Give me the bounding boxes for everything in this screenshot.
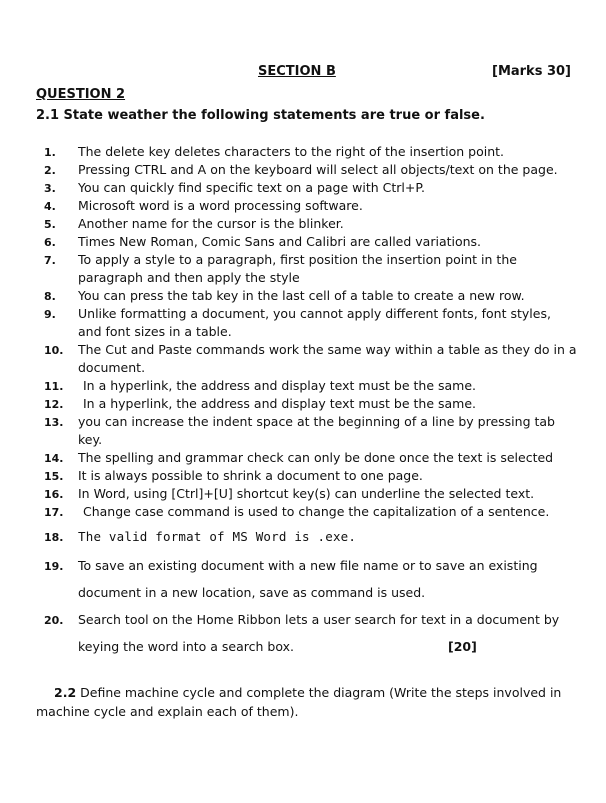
item-text: It is always possible to shrink a document to one page.: [78, 468, 423, 483]
item-number: 15.: [44, 470, 64, 483]
item-number: 7.: [44, 254, 56, 267]
item-number: 3.: [44, 182, 56, 195]
item-text: Search tool on the Home Ribbon lets a user search for text in a document by keying the word into a search box.: [78, 612, 560, 654]
question-2-2: [36, 683, 576, 721]
item-number: 2.: [44, 164, 56, 177]
item-number: 8.: [44, 290, 56, 303]
section-title: SECTION B: [258, 64, 336, 79]
item-number: 6.: [44, 236, 56, 249]
item-number: 1.: [44, 146, 56, 159]
item-text: You can press the tab key in the last cell of a table to create a new row.: [78, 288, 525, 303]
item-text: The Cut and Paste commands work the same way within a table as they do in a document.: [78, 342, 577, 375]
item-text: Times New Roman, Comic Sans and Calibri are called variations.: [78, 234, 482, 249]
item-text: Another name for the cursor is the blinker.: [78, 216, 344, 231]
item-text: you can increase the indent space at the beginning of a line by pressing tab key.: [78, 414, 555, 447]
section-marks: [Marks 30]: [492, 64, 572, 79]
item-number: 19.: [44, 560, 64, 573]
item-text: Change case command is used to change the capitalization of a sentence.: [83, 504, 550, 519]
item-text: Microsoft word is a word processing software.: [78, 198, 363, 213]
item-number: 9.: [44, 308, 56, 321]
item-number: 11.: [44, 380, 64, 393]
question-2-2-label: 2.2: [54, 685, 77, 700]
question-title: QUESTION 2: [36, 87, 126, 102]
item-number: 10.: [44, 344, 64, 357]
item-text: You can quickly find specific text on a page with Ctrl+P.: [78, 180, 425, 195]
item-text: The delete key deletes characters to the right of the insertion point.: [78, 144, 505, 159]
item-number: 12.: [44, 398, 64, 411]
item-number: 4.: [44, 200, 56, 213]
item-number: 17.: [44, 506, 64, 519]
item-number: 13.: [44, 416, 64, 429]
item-text: To save an existing document with a new file name or to save an existing document in a new location, save as command is used.: [78, 558, 538, 600]
item-text: In a hyperlink, the address and display text must be the same.: [83, 378, 476, 393]
item-number: 18.: [44, 531, 64, 544]
item-number: 14.: [44, 452, 64, 465]
item-text: In a hyperlink, the address and display text must be the same.: [83, 396, 476, 411]
item-text: To apply a style to a paragraph, first position the insertion point in the paragraph and then apply the style: [78, 252, 517, 285]
item-number: 16.: [44, 488, 64, 501]
item-text: Unlike formatting a document, you cannot apply different fonts, font styles, and font sizes in a table.: [78, 306, 551, 339]
item-text: Pressing CTRL and A on the keyboard will select all objects/text on the page.: [78, 162, 558, 177]
question-2-2-text: Define machine cycle and complete the diagram (Write the steps involved in machine cycle and explain each of them).: [36, 685, 562, 719]
question-instruction: 2.1 State weather the following statements are true or false.: [36, 108, 485, 123]
item-marks: [20]: [448, 639, 477, 654]
item-number: 20.: [44, 614, 64, 627]
item-text: The spelling and grammar check can only be done once the text is selected: [78, 450, 554, 465]
item-text: The valid format of MS Word is .exe.: [78, 529, 357, 544]
item-text: In Word, using [Ctrl]+[U] shortcut key(s) can underline the selected text.: [78, 486, 535, 501]
item-number: 5.: [44, 218, 56, 231]
